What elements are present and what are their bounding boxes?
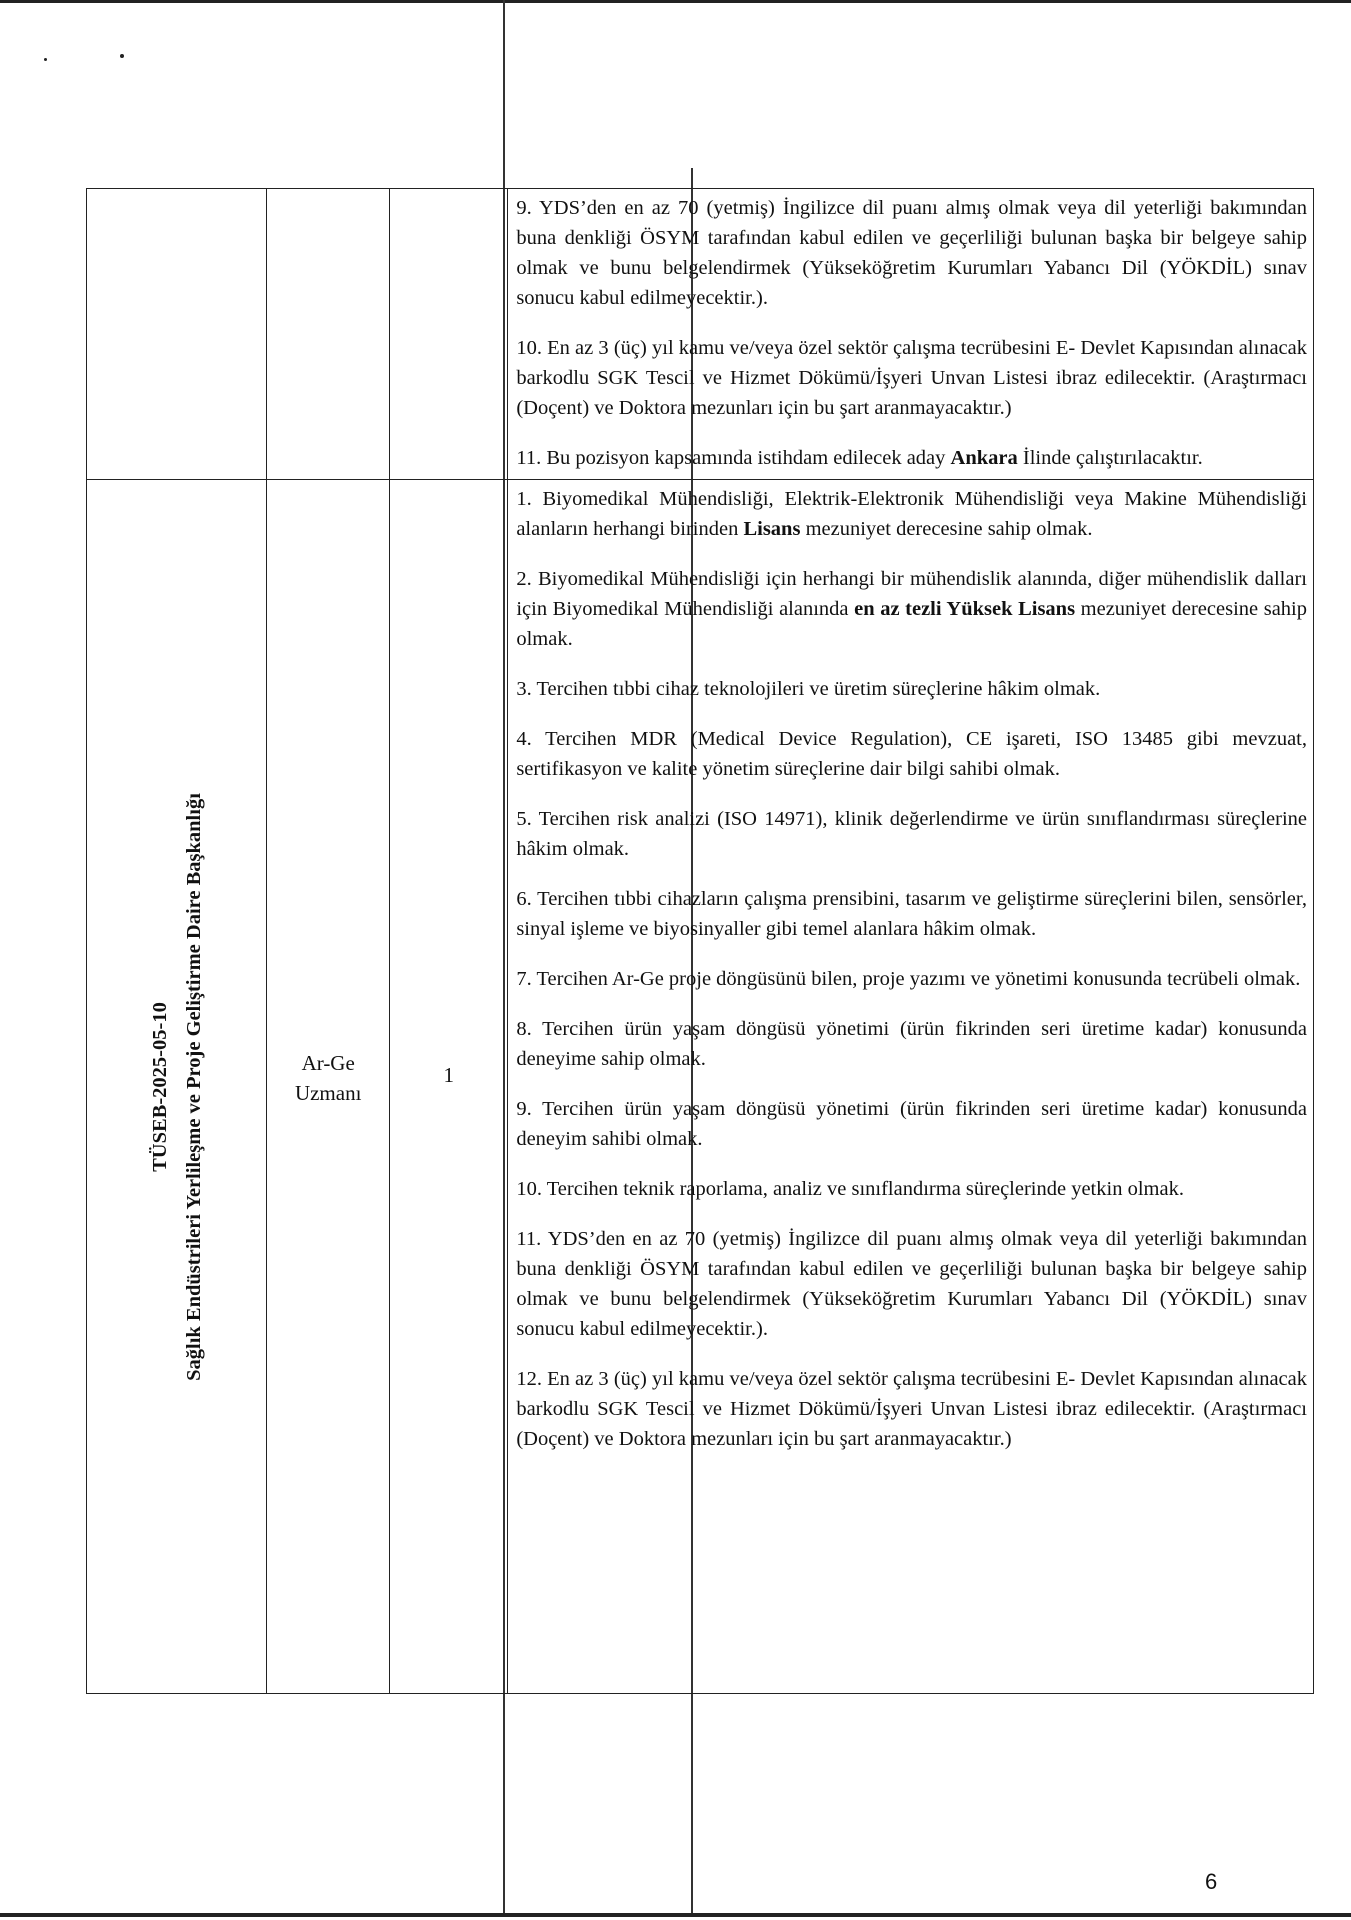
requirement-item: 12. En az 3 (üç) yıl kamu ve/veya özel sektör çalışma tecrübesini E- Devlet Kapısından alınacak barkodlu SGK Tescil ve Hizmet Dökümü/İşyeri Unvan Listesi ibraz edilecektir. (Araştırmacı (Doçent) ve Doktora mezunları için bu şart aranmayacaktır.) — [516, 1368, 1307, 1450]
requirement-item: 3. Tercihen tıbbi cihaz teknolojileri ve üretim süreçlerine hâkim olmak. — [516, 678, 1101, 700]
requirement-item: 11. Bu pozisyon kapsamında istihdam edilecek aday Ankara İlinde çalıştırılacaktır. — [516, 447, 1203, 469]
scan-bottom-edge — [0, 1913, 1351, 1917]
scan-top-edge — [0, 0, 1351, 3]
requirement-item: 10. Tercihen teknik raporlama, analiz ve sınıflandırma süreçlerinde yetkin olmak. — [516, 1178, 1184, 1200]
requirement-item: 7. Tercihen Ar-Ge proje döngüsünü bilen, proje yazımı ve yönetimi konusunda tecrübeli olmak. — [516, 968, 1301, 990]
unit-cell — [87, 480, 267, 1694]
table-row-continued — [87, 189, 1314, 480]
requirement-item: 6. Tercihen tıbbi cihazların çalışma prensibini, tasarım ve geliştirme süreçlerini bilen, sensörler, sinyal işleme ve biyosinyaller gibi temel alanlara hâkim olmak. — [516, 888, 1307, 940]
table-row-position — [87, 480, 1314, 1694]
unit-code: TÜSEB-2025-05-10 — [148, 1001, 171, 1172]
count-cell-empty — [390, 189, 508, 480]
count-cell — [390, 480, 508, 1694]
requirement-item: 5. Tercihen risk analizi (ISO 14971), klinik değerlendirme ve ürün sınıflandırması süreçlerine hâkim olmak. — [516, 808, 1307, 860]
requirement-item: 11. YDS’den en az 70 (yetmiş) İngilizce dil puanı almış olmak veya dil yeterliği bakımından buna denkliği ÖSYM tarafından kabul edilen ve geçerliliği bulunan başka bir belgeye sahip olmak ve bunu belgelendirmek (Yükseköğretim Kurumları Yabancı Dil (YÖKDİL) sınav sonucu kabul edilmeyecektir.). — [516, 1228, 1307, 1340]
requirement-item: 2. Biyomedikal Mühendisliği için herhangi bir mühendislik alanında, diğer mühendislik dalları için Biyomedikal Mühendisliği alanında en az tezli Yüksek Lisans mezuniyet derecesine sahip olmak. — [516, 568, 1307, 650]
page-number: 6 — [1205, 1869, 1218, 1894]
requirement-item: 9. Tercihen ürün yaşam döngüsü yönetimi (ürün fikrinden seri üretime kadar) konusunda deneyim sahibi olmak. — [516, 1098, 1307, 1150]
requirement-item: 10. En az 3 (üç) yıl kamu ve/veya özel sektör çalışma tecrübesini E- Devlet Kapısından alınacak barkodlu SGK Tescil ve Hizmet Dökümü/İşyeri Unvan Listesi ibraz edilecektir. (Araştırmacı (Doçent) ve Doktora mezunları için bu şart aranmayacaktır.) — [516, 337, 1307, 419]
requirement-item: 9. YDS’den en az 70 (yetmiş) İngilizce dil puanı almış olmak veya dil yeterliği bakımından buna denkliği ÖSYM tarafından kabul edilen ve geçerliliği bulunan başka bir belgeye sahip olmak ve bunu belgelendirmek (Yükseköğretim Kurumları Yabancı Dil (YÖKDİL) sınav sonucu kabul edilmeyecektir.). — [516, 197, 1307, 309]
position-table — [86, 188, 1314, 1694]
position-count: 1 — [443, 1063, 455, 1087]
requirements-cell — [508, 480, 1314, 1694]
position-cell — [267, 480, 390, 1694]
scan-speck — [44, 58, 47, 61]
unit-name: Sağlık Endüstrileri Yerlileşme ve Proje Geliştirme Daire Başkanlığı — [182, 792, 205, 1381]
requirement-item: 4. Tercihen MDR (Medical Device Regulation), CE işareti, ISO 13485 gibi mevzuat, sertifikasyon ve kalite yönetim süreçlerine dair bilgi sahibi olmak. — [516, 728, 1307, 780]
position-title-line2: Uzmanı — [294, 1081, 362, 1105]
scan-speck — [120, 54, 124, 58]
position-title-line1: Ar-Ge — [301, 1051, 355, 1075]
requirement-item: 1. Biyomedikal Mühendisliği, Elektrik-Elektronik Mühendisliği veya Makine Mühendisliği alanların herhangi birinden Lisans mezuniyet derecesine sahip olmak. — [516, 488, 1307, 540]
requirement-item: 8. Tercihen ürün yaşam döngüsü yönetimi (ürün fikrinden seri üretime kadar) konusunda deneyime sahip olmak. — [516, 1018, 1307, 1070]
position-cell-empty — [267, 189, 390, 480]
requirements-cell — [508, 189, 1314, 480]
unit-cell-empty — [87, 189, 267, 480]
